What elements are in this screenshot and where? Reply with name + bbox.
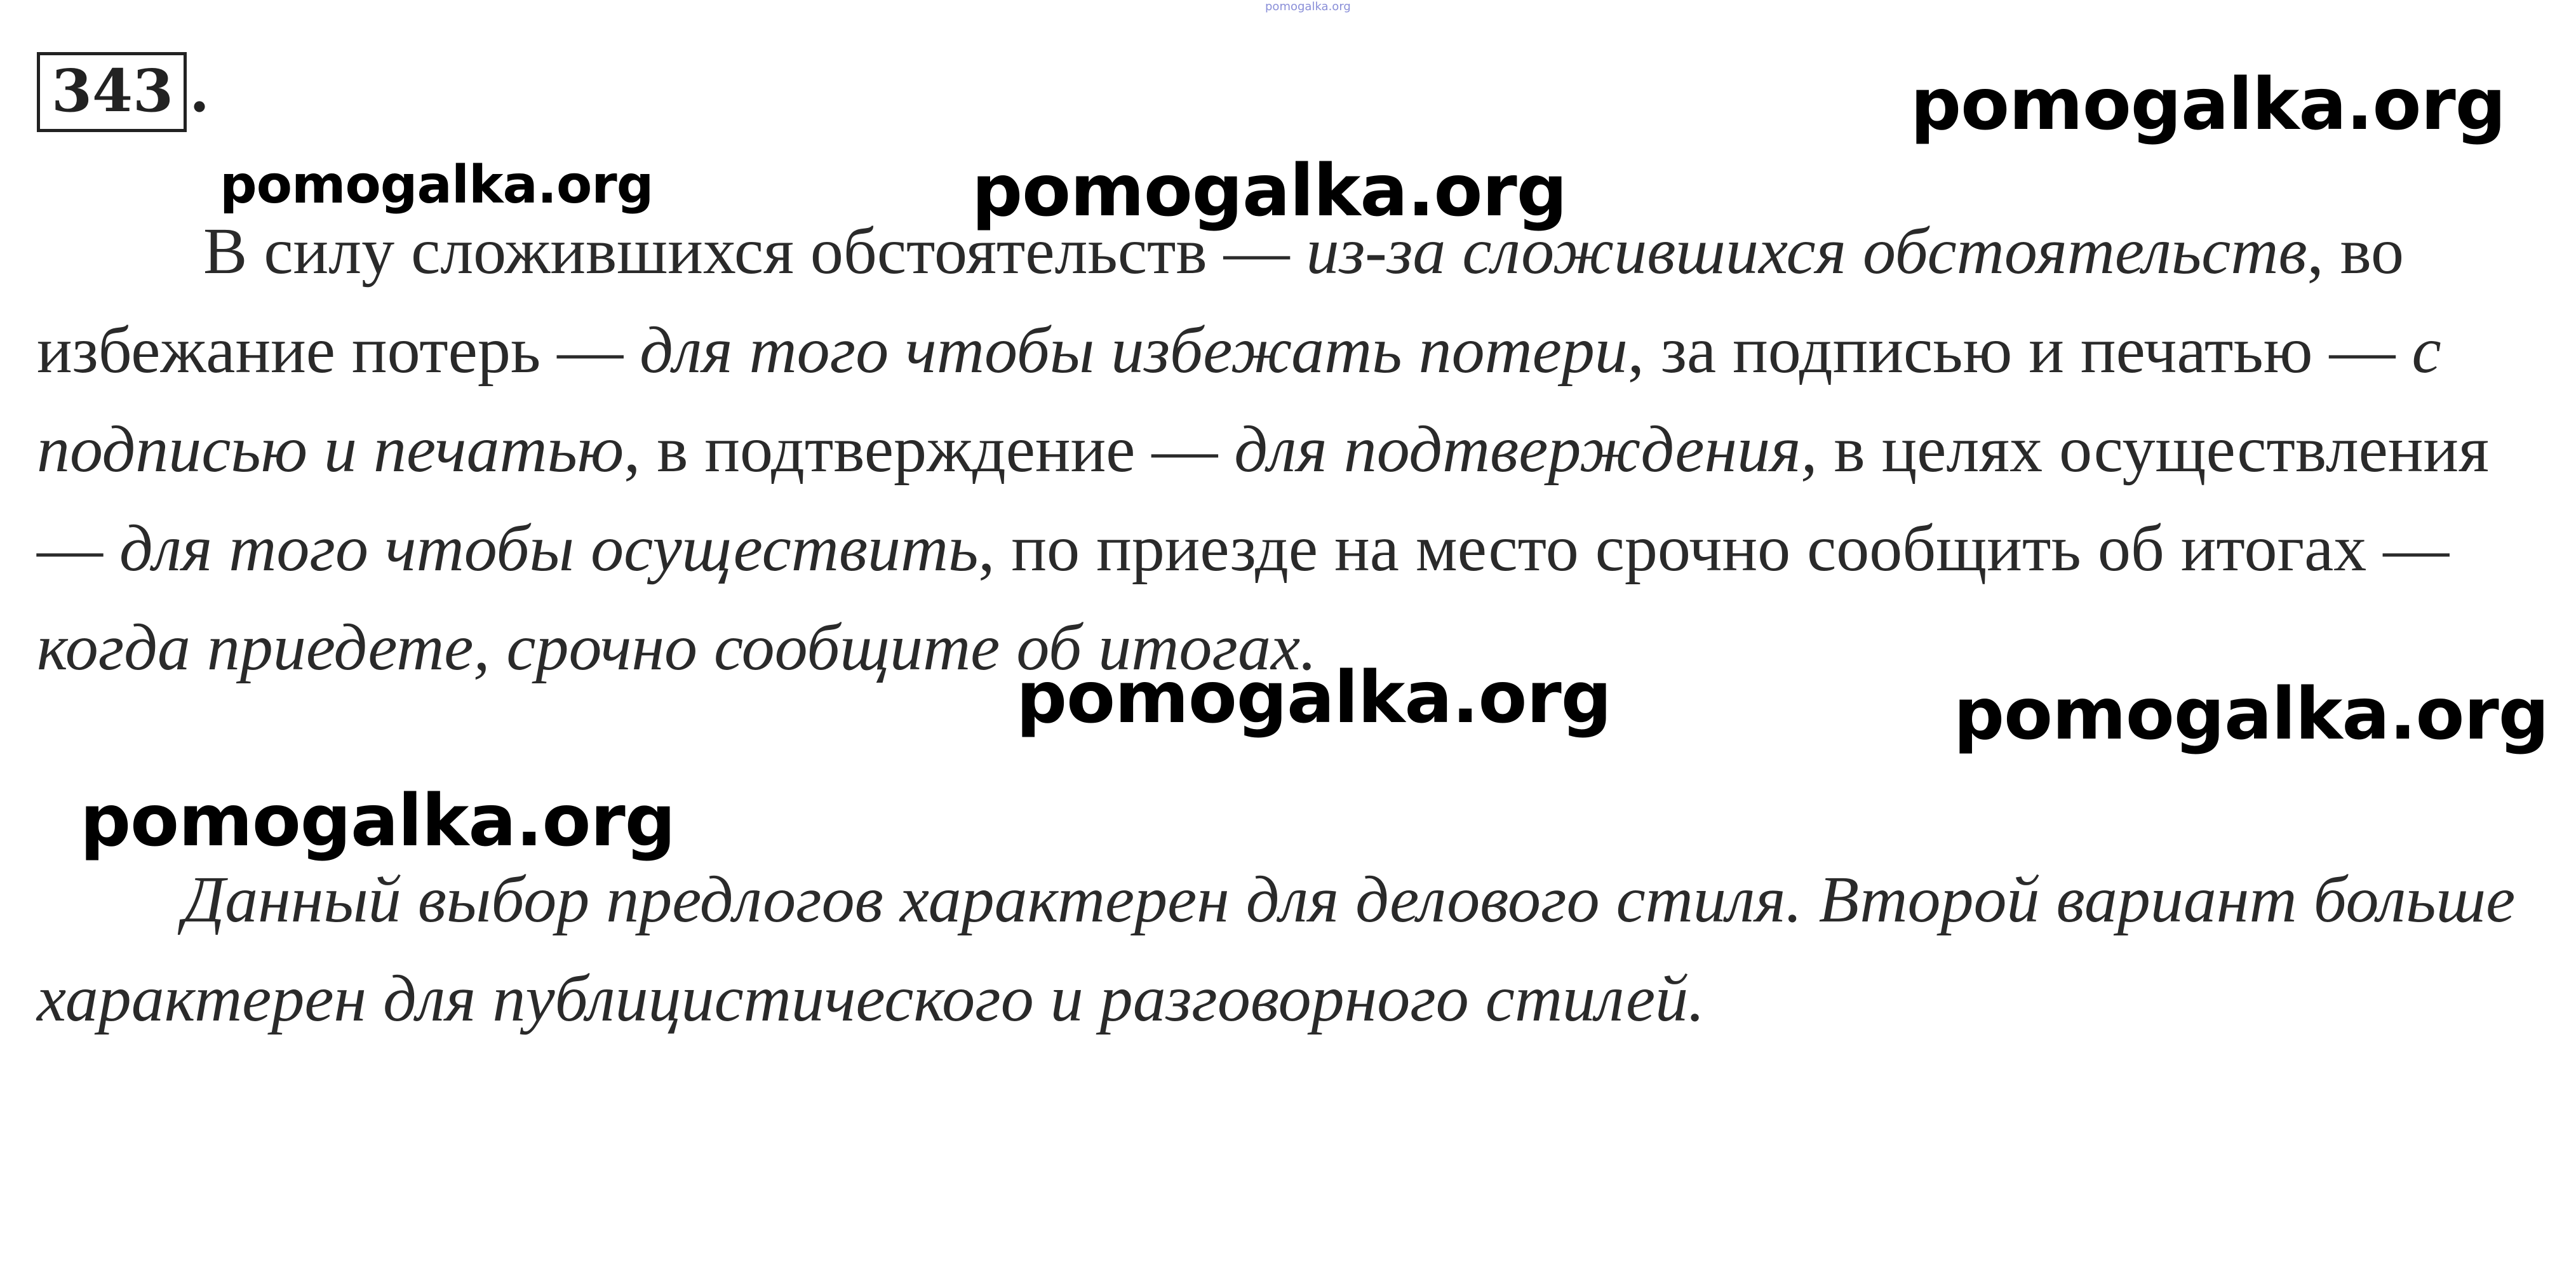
text-segment: , во избежание потерь —: [37, 215, 2404, 387]
task-number-label: [37, 52, 210, 132]
text-segment: , за подписью и печатью —: [1627, 314, 2412, 387]
italic-segment: для подтверждения,: [1234, 413, 1818, 486]
text-segment: , по приезде на место срочно сообщить об итогах —: [978, 512, 2450, 585]
italic-paragraph-text: Данный выбор предлогов характерен для делового стиля. Второй вариант больше характерен для публицистического и разговорного стилей.: [37, 863, 2516, 1035]
watermark-top-right: pomogalka.org: [1910, 64, 2506, 146]
watermark-top-center: pomogalka.org: [972, 150, 1567, 232]
answer-paragraph-2: [37, 850, 2552, 1048]
italic-segment: с подписью и печатью: [37, 314, 2441, 486]
italic-segment: для того чтобы осуществить: [119, 512, 979, 585]
text-segment: в целях осуществления —: [37, 413, 2489, 585]
italic-segment: для того чтобы избежать потери: [640, 314, 1628, 387]
text-segment: В силу сложившихся обстоятельств —: [203, 215, 1306, 288]
task-number-dot: .: [189, 57, 210, 125]
watermark-top-left: pomogalka.org: [220, 155, 654, 215]
text-segment: , в подтверждение —: [624, 413, 1235, 486]
task-number-box: 343: [37, 52, 187, 132]
watermark-middle-center: pomogalka.org: [1016, 657, 1611, 739]
italic-segment: из-за сложившихся обстоятельств: [1306, 215, 2307, 288]
watermark-middle-right: pomogalka.org: [1954, 673, 2549, 756]
italic-segment: когда приедете, срочно сообщите об итогах.: [37, 611, 1317, 684]
watermark-middle-left: pomogalka.org: [80, 780, 675, 862]
answer-paragraph-1: [37, 202, 2552, 697]
top-site-mark: pomogalka.org: [1265, 0, 1351, 13]
